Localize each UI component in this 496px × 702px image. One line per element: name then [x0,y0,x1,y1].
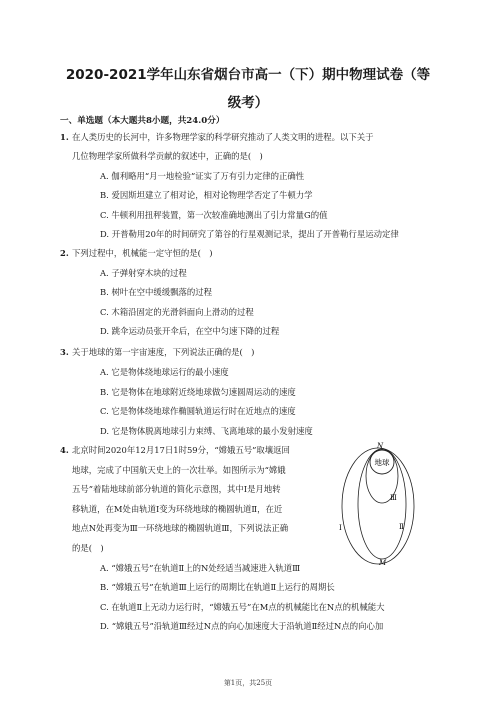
question-4-stem-line4: 移轨道，在M处由轨道Ⅰ变为环绕地球的椭圆轨道Ⅱ，在近 [72,504,283,514]
question-2-stem: 下列过程中，机械能一定守恒的是( ) [72,248,213,258]
question-4-stem-line3: 五号”着陆地球前部分轨道的简化示意图，其中Ⅰ是月地转 [72,484,281,494]
question-4-stem-line6: 的是( ) [72,543,104,553]
question-4-option-d: D. “嫦娥五号”沿轨道Ⅲ经过N点的向心加速度大于沿轨道Ⅱ经过N点的向心加 [100,621,384,631]
question-2-option-a: A. 子弹射穿木块的过程 [100,268,187,278]
question-4-stem-line2: 地球，完成了中国航天史上的一次壮举。如图所示为“嫦娥 [72,465,286,475]
question-1-stem-line2: 几位物理学家所做科学贡献的叙述中，正确的是( ) [72,151,263,161]
orbit-iii-label: Ⅲ [390,494,397,502]
question-2-option-b: B. 树叶在空中缓缓飘落的过程 [100,287,212,297]
question-2-option-d: D. 跳伞运动员张开伞后，在空中匀速下降的过程 [100,326,280,336]
document-title-line2: 级考） [227,95,269,111]
question-4-stem-line1: 北京时间2020年12月17日1时59分，“嫦娥五号”取壤返回 [72,445,290,455]
section-heading: 一、单选题（本大题共8小题，共24.0分） [60,116,225,126]
point-m-label: M [379,559,387,567]
earth-label: 地球 [374,458,390,467]
document-title-line1: 2020-2021学年山东省烟台市高一（下）期中物理试卷（等 [65,67,431,83]
orbit-diagram [336,442,426,568]
question-1-option-d: D. 开普勒用20年的时间研究了第谷的行星观测记录，提出了开普勒行星运动定律 [100,229,399,239]
question-4-number: 4. [60,445,69,455]
orbit-ii-label: Ⅱ [399,523,404,531]
point-n-label: N [377,442,384,450]
question-4-option-a: A. “嫦娥五号”在轨道Ⅱ上的N处经适当减速进入轨道Ⅲ [100,563,301,573]
question-4-stem-line5: 地点N处再变为Ⅲ一环绕地球的椭圆轨道Ⅲ，下列说法正确 [72,523,289,533]
question-3-stem: 关于地球的第一宇宙速度，下列说法正确的是( ) [72,347,255,357]
question-2-option-c: C. 木箱沿固定的光滑斜面向上滑动的过程 [100,307,254,317]
question-1-stem-line1: 在人类历史的长河中，许多物理学家的科学研究推动了人类文明的进程。以下关于 [72,132,374,142]
question-3-option-b: B. 它是物体在地球附近绕地球做匀速圆周运动的速度 [100,387,296,397]
question-2-number: 2. [60,248,69,258]
question-4-option-b: B. “嫦娥五号”在轨道Ⅲ上运行的周期比在轨道Ⅱ上运行的周期长 [100,582,335,592]
page-footer: 第1页，共25页 [223,679,273,687]
orbit-i-label: Ⅰ [339,524,342,532]
question-1-option-b: B. 爱因斯坦建立了相对论，相对论物理学否定了牛顿力学 [100,190,313,200]
question-1-option-c: C. 牛顿利用扭秤装置，第一次较准确地测出了引力常量G的值 [100,210,328,220]
question-1-number: 1. [60,132,69,142]
question-3-number: 3. [60,347,69,357]
question-1-option-a: A. 伽利略用“月一地检验”证实了万有引力定律的正确性 [100,171,305,181]
question-3-option-d: D. 它是物体脱离地球引力束缚、飞离地球的最小发射速度 [100,426,313,436]
question-3-option-c: C. 它是物体绕地球作椭圆轨道运行时在近地点的速度 [100,406,296,416]
question-3-option-a: A. 它是物体绕地球运行的最小速度 [100,367,229,377]
question-4-option-c: C. 在轨道Ⅱ上无动力运行时，“嫦娥五号”在M点的机械能比在N点的机械能大 [100,602,385,612]
